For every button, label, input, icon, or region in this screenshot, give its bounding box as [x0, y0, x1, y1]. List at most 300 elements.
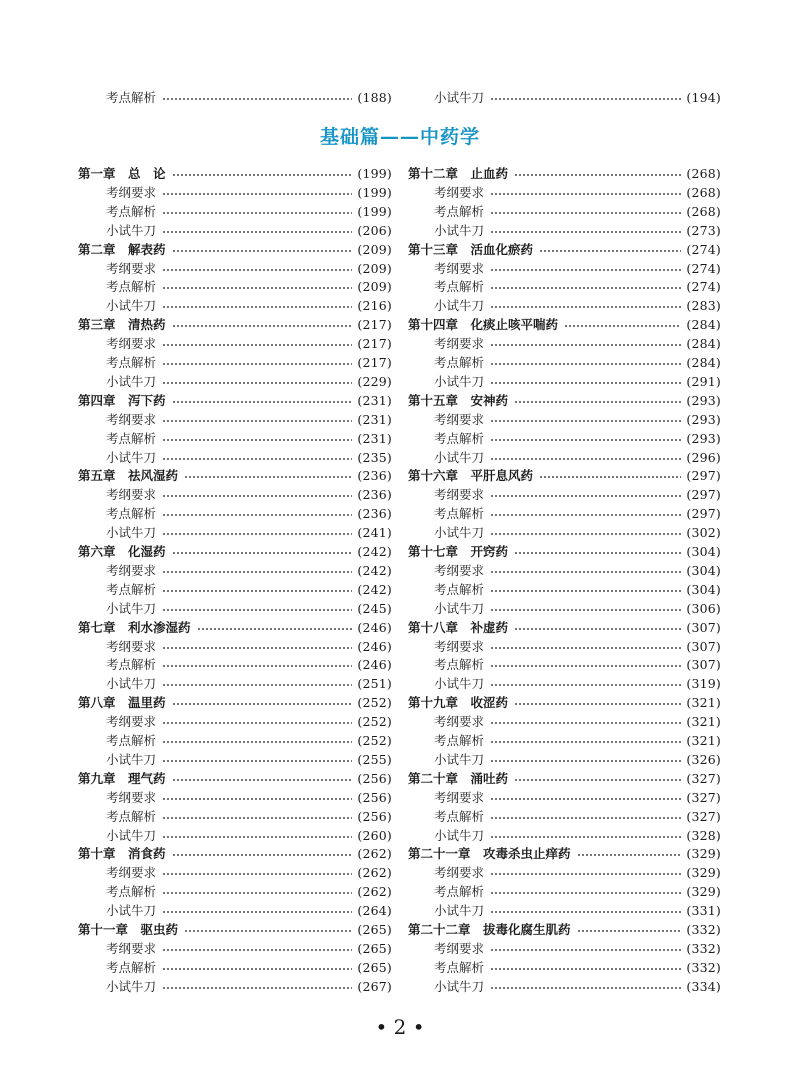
toc-sub-entry[interactable] [434, 448, 721, 467]
toc-chapter-entry[interactable] [408, 920, 721, 939]
toc-sub-entry[interactable] [106, 353, 392, 372]
chapter-title: 第十四章 化痰止咳平喘药 [408, 317, 559, 333]
page-number: (235) [357, 449, 392, 465]
toc-chapter-entry[interactable] [408, 391, 721, 410]
toc-sub-entry[interactable] [434, 429, 721, 448]
page-number: (307) [686, 638, 721, 654]
dot-leader [162, 892, 352, 894]
dot-leader [490, 609, 681, 611]
toc-entry-title: 小试牛刀 [434, 90, 485, 105]
toc-sub-entry[interactable] [434, 863, 721, 882]
dot-leader [490, 817, 681, 819]
dot-leader [539, 250, 681, 252]
section-label: 考纲要求 [434, 487, 485, 503]
page-number: (321) [686, 714, 721, 730]
page-number: (265) [357, 940, 392, 956]
page-number: (293) [686, 411, 721, 427]
chapter-title: 第四章 泻下药 [78, 392, 166, 408]
dot-leader [162, 287, 352, 289]
toc-entry-top-left[interactable] [106, 88, 392, 107]
dot-leader [162, 609, 352, 611]
chapter-title: 第五章 祛风湿药 [78, 468, 179, 484]
section-label: 考纲要求 [106, 411, 157, 427]
section-label: 小试牛刀 [434, 298, 485, 314]
section-label: 小试牛刀 [106, 298, 157, 314]
toc-sub-entry[interactable] [434, 712, 721, 731]
toc-sub-entry[interactable] [434, 221, 721, 240]
section-label: 小试牛刀 [106, 676, 157, 692]
toc-chapter-entry[interactable] [78, 920, 392, 939]
page-number: (199) [357, 166, 392, 181]
page-number: (297) [686, 506, 721, 522]
section-label: 考纲要求 [434, 562, 485, 578]
toc-sub-entry[interactable] [106, 882, 392, 901]
page-number: (199) [357, 203, 392, 219]
page-number: (274) [686, 279, 721, 295]
chapter-title: 第三章 清热药 [78, 317, 166, 333]
toc-sub-entry[interactable] [106, 958, 392, 977]
page-number: (256) [357, 808, 392, 824]
section-label: 考纲要求 [106, 184, 157, 200]
toc-sub-entry[interactable] [106, 788, 392, 807]
page-number: (231) [357, 392, 392, 408]
toc-sub-entry[interactable] [434, 882, 721, 901]
page-number: (268) [686, 184, 721, 200]
toc-chapter-entry[interactable] [408, 844, 721, 863]
toc-sub-entry[interactable] [106, 410, 392, 429]
dot-leader [514, 779, 681, 781]
page-number: (321) [686, 733, 721, 748]
page-number: (268) [686, 203, 721, 219]
toc-sub-entry[interactable] [434, 277, 721, 296]
section-label: 考点解析 [106, 657, 157, 673]
toc-chapter-entry[interactable] [408, 769, 721, 788]
dot-leader [490, 287, 681, 289]
chapter-title: 第十一章 驱虫药 [78, 922, 179, 937]
dot-leader [490, 949, 681, 951]
page-number-footer: • 2 • [375, 1015, 425, 1039]
dot-leader [162, 363, 352, 365]
dot-leader [490, 590, 681, 592]
page-number: (209) [357, 279, 392, 295]
dot-leader [172, 325, 353, 327]
toc-sub-entry[interactable] [106, 429, 392, 448]
dot-leader [162, 533, 352, 535]
page-number: (236) [357, 468, 392, 484]
dot-leader [172, 779, 353, 781]
dot-leader [490, 231, 681, 233]
dot-leader [162, 647, 352, 649]
toc-sub-entry[interactable] [106, 561, 392, 580]
toc-chapter-entry[interactable] [408, 466, 721, 485]
dot-leader [490, 892, 681, 894]
toc-sub-entry[interactable] [106, 750, 392, 769]
section-label: 考纲要求 [434, 638, 485, 654]
page-number: (216) [357, 298, 392, 314]
dot-leader [172, 401, 353, 403]
chapter-title: 第一章 总 论 [78, 166, 166, 181]
page-number: (206) [357, 222, 392, 238]
dot-leader [490, 306, 681, 308]
chapter-title: 第十三章 活血化瘀药 [408, 241, 534, 257]
toc-sub-entry[interactable] [434, 826, 721, 845]
dot-leader [514, 552, 681, 554]
toc-sub-entry[interactable] [106, 599, 392, 618]
dot-leader [490, 495, 681, 497]
chapter-title: 第十五章 安神药 [408, 392, 509, 408]
chapter-title: 第二十章 涌吐药 [408, 770, 509, 786]
page-number: (262) [357, 884, 392, 900]
dot-leader [197, 628, 353, 630]
page-number: (245) [357, 600, 392, 616]
toc-sub-entry[interactable] [434, 334, 721, 353]
section-label: 考点解析 [434, 203, 485, 219]
dot-leader [184, 930, 352, 932]
toc-sub-entry[interactable] [106, 523, 392, 542]
chapter-title: 第十二章 止血药 [408, 166, 509, 181]
dot-leader [490, 798, 681, 800]
section-label: 小试牛刀 [434, 525, 485, 541]
toc-sub-entry[interactable] [106, 674, 392, 693]
toc-sub-entry[interactable] [434, 674, 721, 693]
toc-sub-entry[interactable] [434, 296, 721, 315]
dot-leader [514, 628, 681, 630]
section-label: 考纲要求 [434, 865, 485, 881]
section-label: 考点解析 [434, 959, 485, 975]
dot-leader [514, 401, 681, 403]
dot-leader [172, 552, 353, 554]
page-number: (242) [357, 581, 392, 597]
section-label: 小试牛刀 [106, 903, 157, 919]
dot-leader [162, 571, 352, 573]
page-number: (262) [357, 865, 392, 881]
page-number: (217) [357, 336, 392, 352]
page-number: (246) [357, 619, 392, 635]
page-number: (296) [686, 449, 721, 465]
toc-sub-entry[interactable] [434, 580, 721, 599]
chapter-title: 第十九章 收涩药 [408, 695, 509, 711]
dot-leader [162, 514, 352, 516]
page-number: (284) [686, 355, 721, 370]
dot-leader [490, 98, 681, 100]
section-label: 小试牛刀 [434, 373, 485, 389]
page-number: (217) [357, 317, 392, 333]
page-number: (293) [686, 392, 721, 408]
toc-sub-entry[interactable] [106, 504, 392, 523]
page-number: (209) [357, 241, 392, 257]
toc-sub-entry[interactable] [106, 655, 392, 674]
dot-leader [490, 363, 681, 365]
toc-chapter-entry[interactable] [78, 240, 392, 259]
dot-leader [162, 98, 352, 100]
toc-sub-entry[interactable] [106, 296, 392, 315]
dot-leader [490, 269, 681, 271]
dot-leader [162, 193, 352, 195]
dot-leader [162, 495, 352, 497]
toc-sub-entry[interactable] [434, 183, 721, 202]
page-number: (256) [357, 770, 392, 786]
toc-sub-entry[interactable] [434, 731, 721, 750]
toc-sub-entry[interactable] [106, 202, 392, 221]
toc-sub-entry[interactable] [106, 372, 392, 391]
dot-leader [490, 987, 681, 989]
page-number: (252) [357, 733, 392, 748]
toc-sub-entry[interactable] [434, 410, 721, 429]
section-label: 小试牛刀 [106, 827, 157, 843]
dot-leader [162, 741, 352, 743]
toc-chapter-entry[interactable] [78, 315, 392, 334]
page-number: (246) [357, 657, 392, 673]
toc-sub-entry[interactable] [106, 259, 392, 278]
dot-leader [172, 174, 353, 176]
toc-entry-page: (188) [357, 90, 392, 105]
page-number: (265) [357, 959, 392, 975]
dot-leader [564, 325, 681, 327]
dot-leader [490, 968, 681, 970]
toc-sub-entry[interactable] [106, 712, 392, 731]
section-label: 考点解析 [434, 733, 485, 748]
toc-entry-page: (194) [686, 90, 721, 105]
toc-chapter-entry[interactable] [78, 466, 392, 485]
dot-leader [490, 722, 681, 724]
dot-leader [490, 193, 681, 195]
toc-sub-entry[interactable] [434, 655, 721, 674]
chapter-title: 第六章 化湿药 [78, 544, 166, 559]
dot-leader [162, 306, 352, 308]
section-label: 考点解析 [106, 733, 157, 748]
toc-sub-entry[interactable] [434, 353, 721, 372]
dot-leader [162, 817, 352, 819]
dot-leader [490, 571, 681, 573]
toc-sub-entry[interactable] [434, 523, 721, 542]
dot-leader [490, 665, 681, 667]
page-number: (327) [686, 789, 721, 805]
toc-chapter-entry[interactable] [408, 618, 721, 637]
section-label: 小试牛刀 [106, 449, 157, 465]
page-number: (256) [357, 789, 392, 805]
page-number: (267) [357, 978, 392, 994]
toc-entry-title: 考点解析 [106, 90, 157, 105]
section-label: 考点解析 [106, 430, 157, 446]
section-label: 考纲要求 [106, 714, 157, 730]
dot-leader [490, 873, 681, 875]
dot-leader [490, 514, 681, 516]
chapter-title: 第九章 理气药 [78, 770, 166, 786]
page-number: (304) [686, 544, 721, 559]
section-label: 考纲要求 [106, 940, 157, 956]
section-label: 考纲要求 [434, 260, 485, 276]
page-number: (273) [686, 222, 721, 238]
chapter-title: 第十七章 开窍药 [408, 544, 509, 559]
toc-sub-entry[interactable] [434, 599, 721, 618]
page-number: (217) [357, 355, 392, 370]
page-number: (274) [686, 260, 721, 276]
toc-sub-entry[interactable] [106, 485, 392, 504]
toc-sub-entry[interactable] [106, 637, 392, 656]
dot-leader [162, 798, 352, 800]
section-label: 考纲要求 [434, 411, 485, 427]
page-number: (229) [357, 373, 392, 389]
page-number: (199) [357, 184, 392, 200]
toc-sub-entry[interactable] [106, 826, 392, 845]
section-label: 考点解析 [106, 506, 157, 522]
page-number: (268) [686, 166, 721, 181]
dot-leader [162, 420, 352, 422]
toc-entry-top-right[interactable] [434, 88, 721, 107]
toc-sub-entry[interactable] [434, 977, 721, 996]
toc-sub-entry[interactable] [106, 863, 392, 882]
chapter-title: 第二章 解表药 [78, 241, 166, 257]
dot-leader [490, 439, 681, 441]
page-number: (252) [357, 695, 392, 711]
toc-sub-entry[interactable] [434, 807, 721, 826]
section-label: 考纲要求 [434, 336, 485, 352]
page-number: (283) [686, 298, 721, 314]
dot-leader [162, 987, 352, 989]
toc-sub-entry[interactable] [434, 901, 721, 920]
page-number: (264) [357, 903, 392, 919]
dot-leader [162, 382, 352, 384]
section-label: 考点解析 [434, 884, 485, 900]
page-number: (307) [686, 657, 721, 673]
dot-leader [514, 703, 681, 705]
dot-leader [162, 836, 352, 838]
section-label: 考点解析 [106, 203, 157, 219]
section-label: 小试牛刀 [106, 751, 157, 767]
section-label: 小试牛刀 [434, 751, 485, 767]
dot-leader [539, 476, 681, 478]
toc-sub-entry[interactable] [434, 788, 721, 807]
page-number: (327) [686, 808, 721, 824]
toc-chapter-entry[interactable] [78, 391, 392, 410]
section-label: 考纲要求 [106, 562, 157, 578]
toc-chapter-entry[interactable] [408, 315, 721, 334]
page-number: (284) [686, 336, 721, 352]
chapter-title: 第十章 消食药 [78, 846, 166, 862]
toc-chapter-entry[interactable] [408, 240, 721, 259]
page-number: (329) [686, 884, 721, 900]
dot-leader [162, 231, 352, 233]
page-number: (304) [686, 581, 721, 597]
toc-sub-entry[interactable] [434, 561, 721, 580]
section-title: 基础篇——中药学 [319, 126, 480, 148]
toc-sub-entry[interactable] [106, 807, 392, 826]
dot-leader [490, 836, 681, 838]
toc-sub-entry[interactable] [106, 183, 392, 202]
section-label: 考纲要求 [106, 336, 157, 352]
toc-sub-entry[interactable] [106, 221, 392, 240]
toc-sub-entry[interactable] [434, 372, 721, 391]
dot-leader [162, 212, 352, 214]
toc-sub-entry[interactable] [106, 939, 392, 958]
section-label: 考纲要求 [106, 638, 157, 654]
section-label: 小试牛刀 [434, 600, 485, 616]
page-number: (329) [686, 846, 721, 862]
toc-sub-entry[interactable] [434, 750, 721, 769]
section-label: 考点解析 [434, 430, 485, 446]
page-number: (231) [357, 411, 392, 427]
dot-leader [490, 741, 681, 743]
section-label: 考点解析 [434, 581, 485, 597]
toc-chapter-entry[interactable] [408, 164, 721, 183]
page-number: (284) [686, 317, 721, 333]
toc-sub-entry[interactable] [106, 448, 392, 467]
section-label: 考纲要求 [434, 184, 485, 200]
page-number: (293) [686, 430, 721, 446]
section-label: 考点解析 [106, 355, 157, 370]
toc-chapter-entry[interactable] [78, 164, 392, 183]
page-number: (297) [686, 468, 721, 484]
toc-chapter-entry[interactable] [78, 542, 392, 561]
toc-sub-entry[interactable] [434, 202, 721, 221]
section-label: 考点解析 [106, 808, 157, 824]
toc-sub-entry[interactable] [106, 977, 392, 996]
toc-sub-entry[interactable] [106, 731, 392, 750]
toc-chapter-entry[interactable] [78, 844, 392, 863]
toc-sub-entry[interactable] [434, 485, 721, 504]
toc-chapter-entry[interactable] [78, 618, 392, 637]
section-label: 小试牛刀 [434, 978, 485, 994]
section-label: 考点解析 [106, 959, 157, 975]
dot-leader [172, 854, 353, 856]
dot-leader [490, 647, 681, 649]
toc-chapter-entry[interactable] [78, 693, 392, 712]
chapter-title: 第八章 温里药 [78, 695, 166, 711]
page-number: (302) [686, 525, 721, 541]
toc-sub-entry[interactable] [106, 334, 392, 353]
dot-leader [490, 420, 681, 422]
toc-sub-entry[interactable] [434, 259, 721, 278]
chapter-title: 第二十二章 拔毒化腐生肌药 [408, 922, 571, 937]
section-label: 小试牛刀 [106, 600, 157, 616]
section-label: 考纲要求 [106, 487, 157, 503]
section-label: 考点解析 [434, 506, 485, 522]
page-number: (319) [686, 676, 721, 692]
toc-chapter-entry[interactable] [408, 542, 721, 561]
page-number: (236) [357, 506, 392, 522]
dot-leader [162, 949, 352, 951]
section-label: 小试牛刀 [434, 222, 485, 238]
dot-leader [577, 854, 682, 856]
section-label: 考纲要求 [106, 789, 157, 805]
page-number: (255) [357, 751, 392, 767]
section-label: 考纲要求 [434, 714, 485, 730]
toc-sub-entry[interactable] [434, 637, 721, 656]
page-number: (306) [686, 600, 721, 616]
page-number: (251) [357, 676, 392, 692]
toc-sub-entry[interactable] [434, 939, 721, 958]
toc-chapter-entry[interactable] [78, 769, 392, 788]
toc-sub-entry[interactable] [434, 504, 721, 523]
section-label: 考点解析 [434, 657, 485, 673]
page-number: (291) [686, 373, 721, 389]
dot-leader [490, 344, 681, 346]
toc-sub-entry[interactable] [106, 901, 392, 920]
chapter-title: 第十六章 平肝息风药 [408, 468, 534, 484]
dot-leader [162, 684, 352, 686]
page-number: (332) [686, 959, 721, 975]
page-number: (321) [686, 695, 721, 711]
toc-chapter-entry[interactable] [408, 693, 721, 712]
toc-sub-entry[interactable] [106, 580, 392, 599]
toc-sub-entry[interactable] [106, 277, 392, 296]
section-label: 考点解析 [106, 884, 157, 900]
toc-sub-entry[interactable] [434, 958, 721, 977]
dot-leader [490, 382, 681, 384]
page-number: (307) [686, 619, 721, 635]
dot-leader [490, 458, 681, 460]
section-label: 考纲要求 [106, 260, 157, 276]
